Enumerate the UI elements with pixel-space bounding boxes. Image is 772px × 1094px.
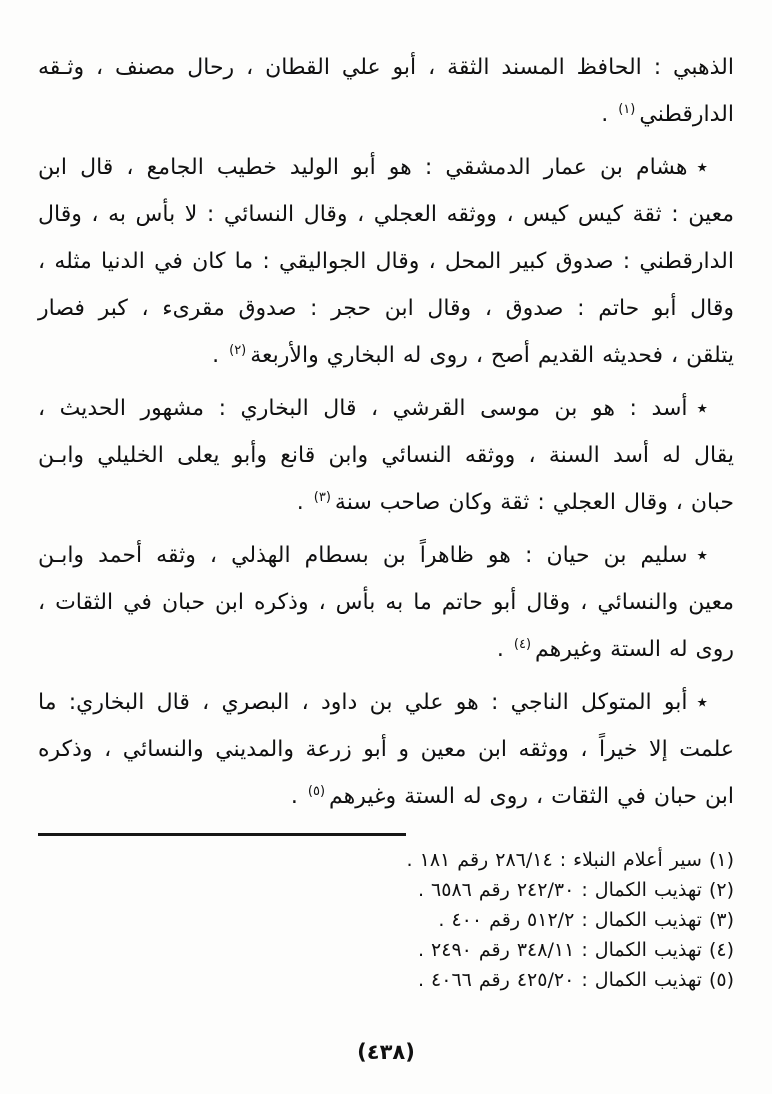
footnote: (٣) تهذيب الكمال : ٥١٢/٢ رقم ٤٠٠ .	[438, 909, 734, 931]
footnote: (٥) تهذيب الكمال : ٤٢٥/٢٠ رقم ٤٠٦٦ .	[417, 969, 734, 991]
footnote: (١) سير أعلام النبلاء : ٢٨٦/١٤ رقم ١٨١ .	[406, 849, 734, 871]
footnote-ref: (٣)	[313, 490, 331, 505]
footnote-ref: (٤)	[513, 637, 532, 652]
footnotes-section	[38, 845, 734, 995]
text-line: حبان ، وقال العجلي : ثقة وكان صاحب سنة$^{(٣)}$ .	[296, 490, 734, 515]
main-text	[38, 44, 734, 820]
text-line: روى له الستة وغيرهم$^{(٤)}$ .	[496, 637, 734, 662]
paragraph	[38, 532, 734, 673]
text-line: الدارقطني : صدوق كبير المحل ، وقال الجواليقي : ما كان في الدنيا مثله ،	[38, 249, 734, 274]
text-line: علمت إلا خيراً ، ووثقه ابن معين و أبو زرعة والمديني والنسائي ، وذكره	[38, 737, 734, 762]
page-number: (٤٣٨)	[357, 1040, 415, 1064]
paragraph	[38, 385, 734, 526]
entry-star-icon: ٭	[696, 396, 708, 420]
text-line: يتلقن ، فحديثه القديم أصح ، روى له البخاري والأربعة$^{(٢)}$ .	[212, 343, 734, 368]
text-line: ٭أبو المتوكل الناجي : هو علي بن داود ، البصري ، قال البخاري: ما	[38, 690, 708, 715]
footnote: (٤) تهذيب الكمال : ٣٤٨/١١ رقم ٢٤٩٠ .	[417, 939, 734, 961]
footnote: (٢) تهذيب الكمال : ٢٤٢/٣٠ رقم ٦٥٨٦ .	[417, 879, 734, 901]
paragraph	[38, 144, 734, 379]
text-line: ابن حبان في الثقات ، روى له الستة وغيرهم$^{(٥)}$ .	[290, 784, 734, 809]
paragraph	[38, 44, 734, 138]
text-line: ٭سليم بن حيان : هو ظاهراً بن بسطام الهذلي ، وثقه أحمد وابـن	[38, 543, 708, 568]
text-line: الذهبي : الحافظ المسند الثقة ، أبو علي القطان ، رحال مصنف ، وثـقه	[38, 55, 734, 80]
text-line: معين والنسائي ، وقال أبو حاتم ما به بأس ، وذكره ابن حبان في الثقات ،	[38, 590, 734, 615]
text-line: يقال له أسد السنة ، ووثقه النسائي وابن قانع وأبو يعلى الخليلي وابـن	[38, 443, 734, 468]
footnote-separator	[38, 833, 406, 836]
entry-star-icon: ٭	[696, 155, 708, 179]
text-line: ٭أسد : هو بن موسى القرشي ، قال البخاري : مشهور الحديث ،	[38, 396, 708, 421]
text-line: وقال أبو حاتم : صدوق ، وقال ابن حجر : صدوق مقرىء ، كبر فصار	[38, 296, 734, 321]
entry-star-icon: ٭	[696, 690, 708, 714]
text-line: معين : ثقة كيس كيس ، ووثقه العجلي ، وقال النسائي : لا بأس به ، وقال	[38, 202, 734, 227]
paragraph	[38, 679, 734, 820]
footnote-ref: (١)	[618, 102, 636, 117]
entry-star-icon: ٭	[696, 543, 708, 567]
footnote-ref: (٢)	[229, 343, 247, 358]
text-line: الدارقطني$^{(١)}$ .	[601, 102, 734, 127]
footnote-ref: (٥)	[307, 784, 326, 799]
text-line: ٭هشام بن عمار الدمشقي : هو أبو الوليد خطيب الجامع ، قال ابن	[38, 155, 708, 180]
